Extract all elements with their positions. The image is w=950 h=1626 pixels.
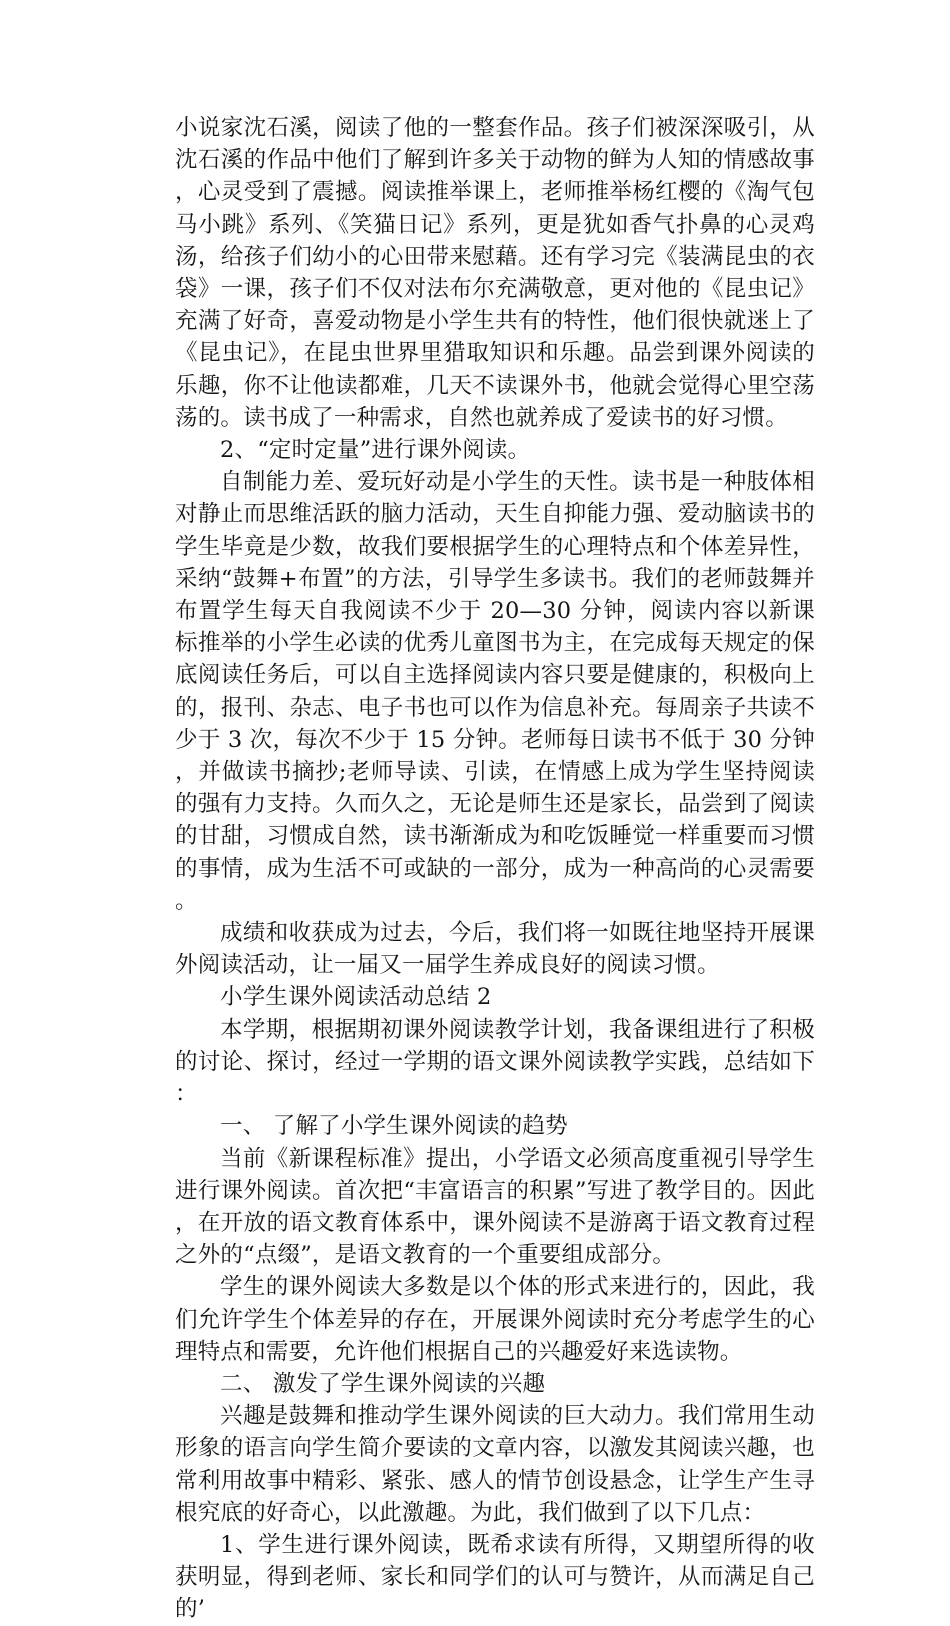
paragraph: 自制能力差、爱玩好动是小学生的天性。读书是一种肢体相对静止而思维活跃的脑力活动，天生自抑能力强、爱动脑读书的学生毕竟是少数，故我们要根据学生的心理特点和个体差异性，采纳“鼓舞+布置”的方法，引导学生多读书。我们的老师鼓舞并布置学生每天自我阅读不少于 20—30 分钟，阅读内容以新课标推举的小学生必读的优秀儿童图书为主，在完成每天规定的保底阅读任务后，可以自主选择阅读内容只要是健康的，积极向上的，报刊、杂志、电子书也可以作为信息补充。每周亲子共读不少于 3 次，每次不少于 15 分钟。老师每日读书不低于 30 分钟，并做读书摘抄;老师导读、引读，在情感上成为学生坚持阅读的强有力支持。久而久之，无论是师生还是家长，品尝到了阅读的甘甜，习惯成自然，读书渐渐成为和吃饭睡觉一样重要而习惯的事情，成为生活不可或缺的一部分，成为一种高尚的心灵需要。 bbox=[175, 469, 815, 914]
paragraph: 学生的课外阅读大多数是以个体的形式来进行的，因此，我们允许学生个体差异的存在，开展课外阅读时充分考虑学生的心理特点和需要，允许他们根据自己的兴趣爱好来选读物。 bbox=[175, 1274, 815, 1365]
paragraph-continued: 小说家沈石溪，阅读了他的一整套作品。孩子们被深深吸引，从沈石溪的作品中他们了解到许多关于动物的鲜为人知的情感故事，心灵受到了震撼。阅读推举课上，老师推举杨红樱的《淘气包马小跳》系列、《笑猫日记》系列，更是犹如香气扑鼻的心灵鸡汤，给孩子们幼小的心田带来慰藉。还有学习完《装满昆虫的衣袋》一课，孩子们不仅对法布尔充满敬意，更对他的《昆虫记》充满了好奇，喜爱动物是小学生共有的特性，他们很快就迷上了《昆虫记》，在昆虫世界里猎取知识和乐趣。品尝到课外阅读的乐趣，你不让他读都难，几天不读课外书，他就会觉得心里空荡荡的。读书成了一种需求，自然也就养成了爱读书的好习惯。 bbox=[175, 115, 815, 431]
paragraph: 兴趣是鼓舞和推动学生课外阅读的巨大动力。我们常用生动形象的语言向学生简介要读的文章内容，以激发其阅读兴趣，也常利用故事中精彩、紧张、感人的情节创设悬念，让学生产生寻根究底的好奇心，以此激趣。为此，我们做到了以下几点： bbox=[175, 1403, 815, 1526]
paragraph: 1、学生进行课外阅读，既希求读有所得，又期望所得的收获明显，得到老师、家长和同学们的认可与赞许，从而满足自己的’ bbox=[175, 1531, 815, 1623]
document-page bbox=[175, 112, 815, 1626]
section-heading-timed-reading: 2、“定时定量”进行课外阅读。 bbox=[220, 437, 531, 464]
section-heading-trend: 一、 了解了小学生课外阅读的趋势 bbox=[220, 1113, 568, 1140]
paragraph: 当前《新课程标准》提出，小学语文必须高度重视引导学生进行课外阅读。首次把“丰富语言的积累”写进了教学目的。因此，在开放的语文教育体系中，课外阅读不是游离于语文教育过程之外的“点缀”，是语文教育的一个重要组成部分。 bbox=[175, 1145, 815, 1269]
section-heading-interest: 二、 激发了学生课外阅读的兴趣 bbox=[220, 1370, 546, 1397]
document-title-summary-2: 小学生课外阅读活动总结 2 bbox=[220, 984, 492, 1011]
paragraph: 本学期，根据期初课外阅读教学计划，我备课组进行了积极的讨论、探讨，经过一学期的语文课外阅读教学实践，总结如下： bbox=[175, 1016, 815, 1108]
paragraph: 成绩和收获成为过去，今后，我们将一如既往地坚持开展课外阅读活动，让一届又一届学生养成良好的阅读习惯。 bbox=[175, 920, 815, 979]
